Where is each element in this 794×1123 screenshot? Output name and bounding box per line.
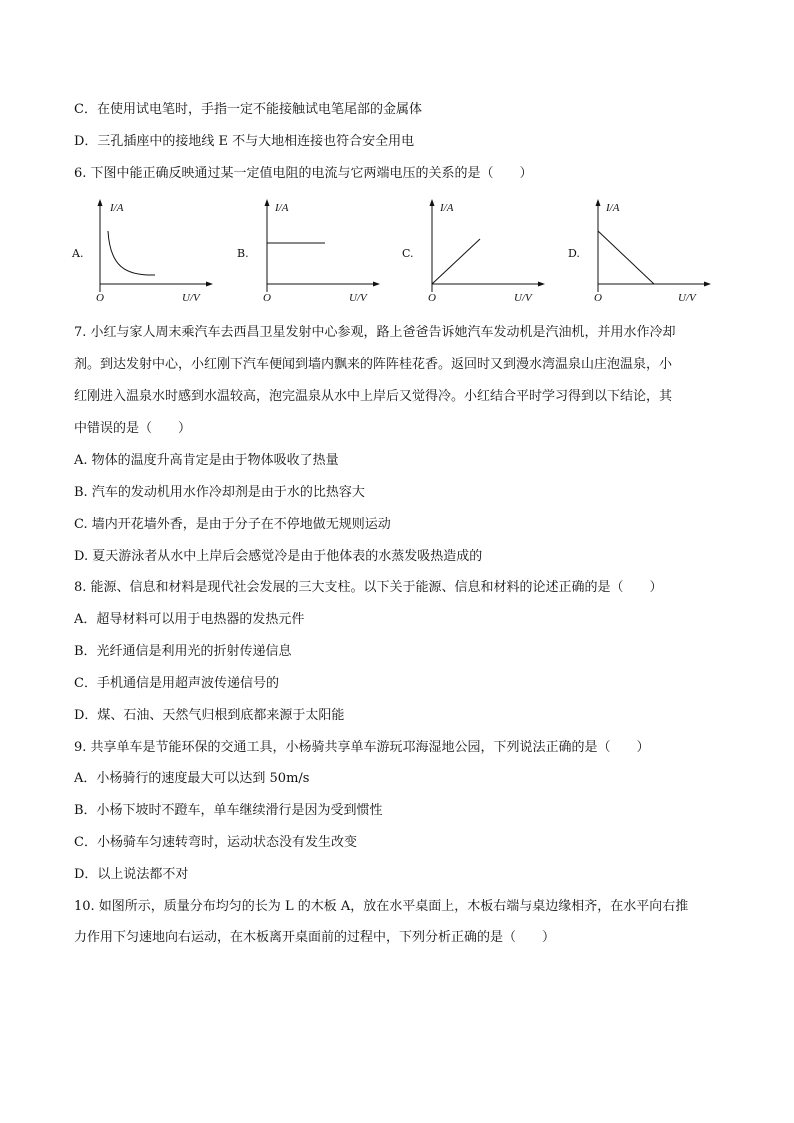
q7-option-c: C. 墙内开花墙外香，是由于分子在不停地做无规则运动 xyxy=(74,517,391,532)
q8-option-b: B．光纤通信是利用光的折射传递信息 xyxy=(74,644,292,659)
q6-graphs xyxy=(70,196,720,308)
graph-b-ylabel: I/A xyxy=(275,202,289,214)
q9-option-c: C．小杨骑车匀速转弯时，运动状态没有发生改变 xyxy=(74,835,357,850)
question-7-line-3: 红刚进入温泉水时感到水温较高，泡完温泉从水中上岸后又觉得冷。小红结合平时学习得到以下结论，其 xyxy=(74,389,673,404)
graph-a-x-arrow xyxy=(206,282,213,287)
graph-d-option: D. xyxy=(568,247,580,260)
graph-c-curve xyxy=(432,239,480,284)
graph-a-xlabel: U/V xyxy=(182,292,200,304)
graph-c-x-arrow xyxy=(538,282,545,287)
question-7-line-2: 剂。到达发射中心，小红刚下汽车便闻到墙内飘来的阵阵桂花香。返回时又到漫水湾温泉山庄泡温泉，小 xyxy=(74,357,673,372)
graph-d-ylabel: I/A xyxy=(606,202,620,214)
graph-c-option: C. xyxy=(402,247,414,260)
question-10-line-2: 力作用下匀速地向右运动，在木板离开桌面前的过程中，下列分析正确的是（ ） xyxy=(74,930,556,945)
graph-b xyxy=(237,196,377,308)
graph-a-origin: O xyxy=(96,292,104,304)
question-10-line-1: 10. 如图所示，质量分布均匀的长为 L 的木板 A，放在水平桌面上，木板右端与桌边缘相齐，在水平向右推 xyxy=(74,899,689,914)
graph-a xyxy=(70,196,210,308)
graph-d-y-arrow xyxy=(596,199,601,206)
graph-a-curve xyxy=(108,231,155,275)
question-7-line-4: 中错误的是（ ） xyxy=(74,421,192,436)
question-7-line-1: 7. 小红与家人周末乘汽车去西昌卫星发射中心参观，路上爸爸告诉她汽车发动机是汽油机，并用水作冷却 xyxy=(74,325,676,340)
question-9: 9. 共享单车是节能环保的交通工具，小杨骑共享单车游玩邛海湿地公园，下列说法正确的是（ ） xyxy=(74,740,650,755)
graph-c xyxy=(402,196,542,308)
q5-option-c: C．在使用试电笔时，手指一定不能接触试电笔尾部的金属体 xyxy=(74,102,422,117)
q7-option-a: A. 物体的温度升高肯定是由于物体吸收了热量 xyxy=(74,453,339,468)
graph-d-origin: O xyxy=(594,292,602,304)
graph-b-x-arrow xyxy=(373,282,380,287)
graph-c-y-arrow xyxy=(430,199,435,206)
graph-d-x-arrow xyxy=(704,282,711,287)
graph-c-origin: O xyxy=(428,292,436,304)
graph-d-xlabel: U/V xyxy=(678,292,696,304)
graph-b-xlabel: U/V xyxy=(349,292,367,304)
graph-c-ylabel: I/A xyxy=(440,202,454,214)
graph-b-y-arrow xyxy=(265,199,270,206)
q5-option-d: D．三孔插座中的接地线 E 不与大地相连接也符合安全用电 xyxy=(74,134,415,149)
question-8: 8. 能源、信息和材料是现代社会发展的三大支柱。以下关于能源、信息和材料的论述正确的是（ ） xyxy=(74,580,663,595)
graph-a-option: A. xyxy=(72,247,84,260)
graph-a-ylabel: I/A xyxy=(110,202,124,214)
q9-option-d: D．以上说法都不对 xyxy=(74,867,189,882)
q8-option-a: A．超导材料可以用于电热器的发热元件 xyxy=(74,612,305,627)
q8-option-d: D．煤、石油、天然气归根到底都来源于太阳能 xyxy=(74,708,345,723)
graph-d xyxy=(568,196,708,308)
graph-d-curve xyxy=(598,231,654,284)
graph-a-y-arrow xyxy=(98,199,103,206)
q9-option-a: A．小杨骑行的速度最大可以达到 50m/s xyxy=(74,771,310,786)
graph-b-option: B. xyxy=(237,247,249,260)
q7-option-b: B. 汽车的发动机用水作冷却剂是由于水的比热容大 xyxy=(74,485,365,500)
q9-option-b: B．小杨下坡时不蹬车，单车继续滑行是因为受到惯性 xyxy=(74,803,383,818)
q7-option-d: D. 夏天游泳者从水中上岸后会感觉冷是由于他体表的水蒸发吸热造成的 xyxy=(74,549,483,564)
graph-b-origin: O xyxy=(263,292,271,304)
question-6: 6. 下图中能正确反映通过某一定值电阻的电流与它两端电压的关系的是（ ） xyxy=(74,166,533,181)
q8-option-c: C．手机通信是用超声波传递信号的 xyxy=(74,676,279,691)
graph-c-xlabel: U/V xyxy=(514,292,532,304)
